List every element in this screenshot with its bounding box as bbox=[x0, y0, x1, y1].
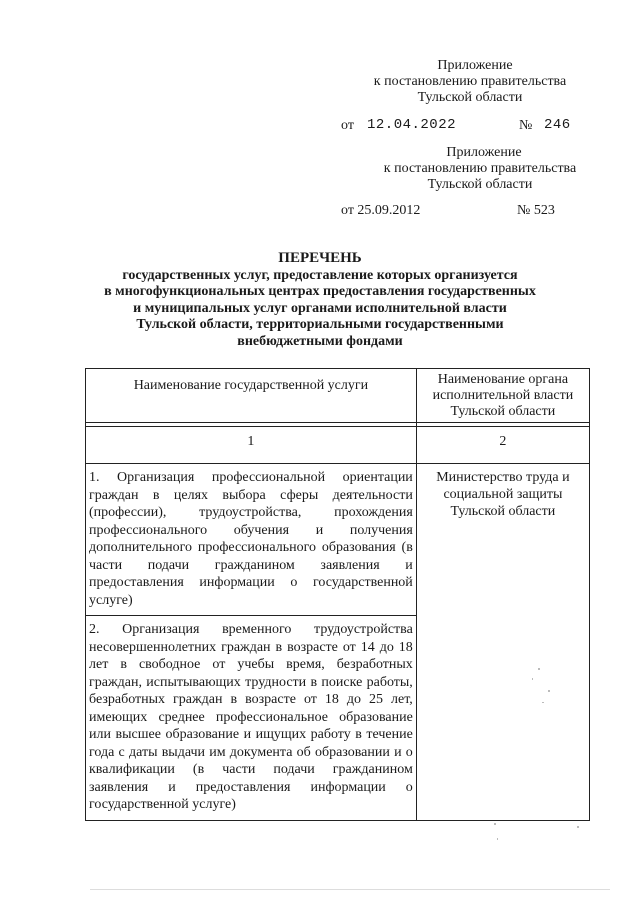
title-heading: ПЕРЕЧЕНЬ bbox=[278, 250, 362, 266]
table-column-numbers-row bbox=[86, 427, 590, 464]
table-row bbox=[86, 464, 590, 616]
title-line: внебюджетными фондами bbox=[237, 333, 403, 349]
scan-speck bbox=[538, 668, 540, 670]
appendix-current-date: 12.04.2022 bbox=[367, 117, 457, 133]
appendix-current-number-prefix: № bbox=[519, 118, 533, 133]
appendix-resolution-line: к постановлению правительства bbox=[383, 161, 577, 176]
header-authority-name: Наименование органа исполнительной власти Тульской области bbox=[416, 369, 589, 423]
appendix-region-line: Тульской области bbox=[417, 90, 523, 105]
appendix-current-date-prefix: от bbox=[341, 118, 354, 133]
scan-edge-line bbox=[90, 889, 610, 890]
document-title bbox=[60, 250, 580, 350]
title-line: и муниципальных услуг органами исполнительной власти bbox=[133, 300, 507, 316]
title-line: в многофункциональных центрах предоставления государственных bbox=[104, 284, 536, 299]
scan-speck bbox=[497, 838, 498, 840]
appendix-label: Приложение bbox=[446, 145, 522, 160]
scan-speck bbox=[494, 823, 496, 825]
appendix-previous-date: от 25.09.2012 bbox=[341, 203, 421, 218]
authority-cell: Министерство труда и социальной защиты Тульской области bbox=[416, 464, 589, 821]
column-number-2: 2 bbox=[416, 427, 589, 464]
title-line: Тульской области, территориальными государственными bbox=[136, 317, 504, 332]
appendix-previous-number: № 523 bbox=[517, 203, 555, 218]
service-cell: 2. Организация временного трудоустройства несовершеннолетних граждан в возрасте от 14 до 18 лет в свободное от учебы время, безработных граждан, испытывающих трудности в поиске работы, безработных граждан в возрасте от 18 до 25 лет, имеющих среднее профессиональное образование или высшее образование и ищущих работу в течение года с даты выдачи им документа об образовании и о квалификации (в части подачи гражданином заявления и предоставления информации о государственной услуге) bbox=[86, 616, 417, 821]
table-header-row bbox=[86, 369, 590, 423]
appendix-previous-header bbox=[355, 145, 605, 193]
scan-speck bbox=[548, 690, 550, 692]
scan-speck bbox=[577, 826, 579, 828]
services-table bbox=[85, 368, 590, 821]
appendix-resolution-line: к постановлению правительства bbox=[373, 74, 567, 89]
appendix-label: Приложение bbox=[437, 58, 513, 73]
appendix-current-header bbox=[340, 58, 600, 106]
title-line: государственных услуг, предоставление которых организуется bbox=[122, 267, 518, 283]
header-service-name: Наименование государственной услуги bbox=[86, 369, 417, 423]
service-cell: 1. Организация профессиональной ориентации граждан в целях выбора сферы деятельности (профессии), трудоустройства, прохождения профессионального обучения и получения дополнительного профессионального образования (в части подачи гражданином заявления и предоставления информации о государственной услуге) bbox=[86, 464, 417, 616]
column-number-1: 1 bbox=[86, 427, 417, 464]
appendix-current-number: 246 bbox=[544, 117, 571, 133]
scan-speck bbox=[542, 702, 544, 703]
scan-speck bbox=[532, 678, 533, 680]
appendix-region-line: Тульской области bbox=[427, 177, 533, 192]
